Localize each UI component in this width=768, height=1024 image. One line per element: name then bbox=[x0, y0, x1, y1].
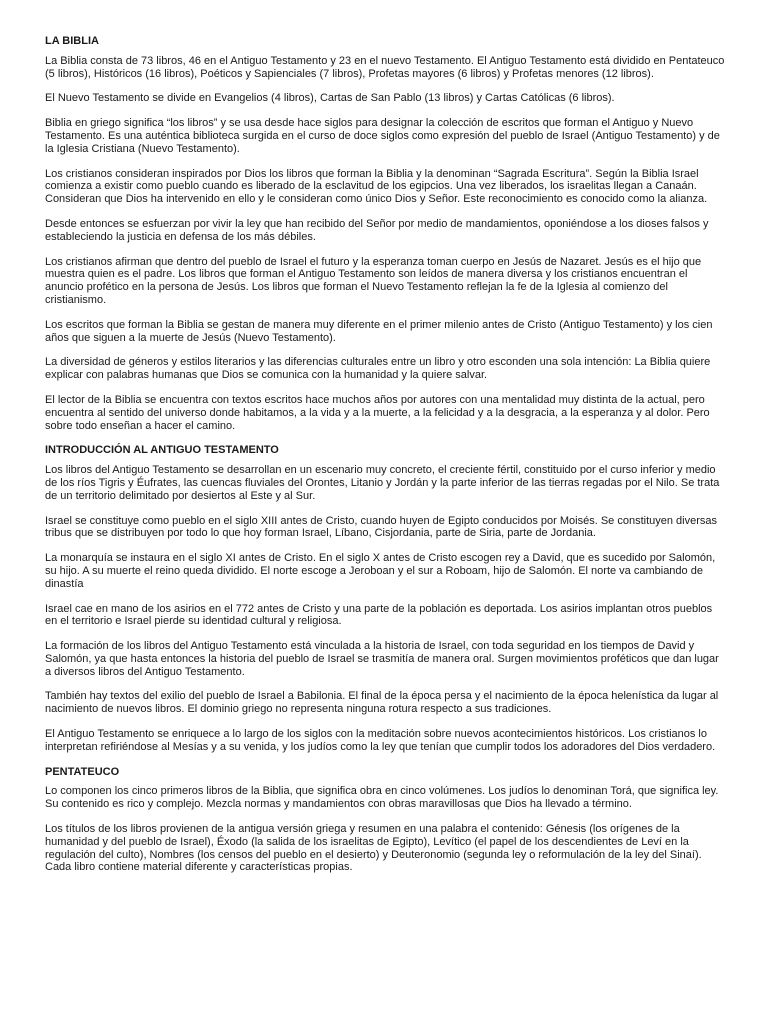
paragraph: También hay textos del exilio del pueblo de Israel a Babilonia. El final de la época persa y el nacimiento de la época helenística da lugar al nacimiento de nuevos libros. El dominio griego no representa ninguna rotura respecto a sus tradiciones. bbox=[45, 690, 719, 716]
paragraph: Desde entonces se esfuerzan por vivir la ley que han recibido del Señor por medio de mandamientos, oponiéndose a los dioses falsos y estableciendo la justicia en defensa de los más débiles. bbox=[45, 217, 709, 243]
section-heading-pentateuco: PENTATEUCO bbox=[45, 765, 120, 778]
paragraph: Biblia en griego significa “los libros” y se usa desde hace siglos para designar la colección de escritos que forman el Antiguo y Nuevo Testamento. Es una auténtica biblioteca surgida en el curso de doce siglos como expresión del pueblo de Israel (Antiguo Testamento) y de la Iglesia Cristiana (Nuevo Testamento). bbox=[45, 117, 720, 155]
paragraph: La Biblia consta de 73 libros, 46 en el Antiguo Testamento y 23 en el nuevo Testamento. El Antiguo Testamento está dividido en Pentateuco (5 libros), Históricos (16 libros), Poéticos y Sapienciales (7 libros), Profetas mayores (6 libros) y Profetas menores (12 libros). bbox=[45, 54, 725, 80]
paragraph: Israel cae en mano de los asirios en el 772 antes de Cristo y una parte de la población es deportada. Los asirios implantan otros pueblos en el territorio e Israel pierde su identidad cultural y religiosa. bbox=[45, 602, 713, 628]
paragraph: Los títulos de los libros provienen de la antigua versión griega y resumen en una palabra el contenido: Génesis (los orígenes de la humanidad y del pueblo de Israel), Éxodo (la salida de los israelitas de Egipto), Levítico (el papel de los descendientes de Leví en la regulación del culto), Nombres (los censos del pueblo en el desierto) y Deuteronomio (segunda ley o reformulación de la ley del Sinaí). Cada libro contiene material diferente y características propias. bbox=[45, 823, 702, 874]
section-heading-introduccion: INTRODUCCIÓN AL ANTIGUO TESTAMENTO bbox=[45, 444, 279, 457]
paragraph: El Antiguo Testamento se enriquece a lo largo de los siglos con la meditación sobre nuevos acontecimientos históricos. Los cristianos lo interpretan refiriéndose al Mesías y a su venida, y los judíos como la ley que tenían que cumplir todos los adoradores del Dios verdadero. bbox=[45, 728, 716, 753]
paragraph: Los libros del Antiguo Testamento se desarrollan en un escenario muy concreto, el creciente fértil, constituido por el curso inferior y medio de los ríos Tigris y Éufrates, las cuencas fluviales del Orontes, Litanio y Jordán y la parte inferior de las tierras regadas por el Nilo. Se trata de un territorio delimitado por desiertos al Este y al Sur. bbox=[45, 464, 720, 502]
paragraph: La monarquía se instaura en el siglo XI antes de Cristo. En el siglo X antes de Cristo escogen rey a David, que es sucedido por Salomón, su hijo. A su muerte el reino queda dividido. El norte escoge a Jeroboan y el sur a Roboam, hijo de Salomón. El norte va cambiando de dinastía bbox=[45, 552, 716, 590]
paragraph: Israel se constituye como pueblo en el siglo XIII antes de Cristo, cuando huyen de Egipto conducidos por Moisés. Se constituyen diversas tribus que se distribuyen por todo lo que hoy forman Israel, Líbano, Cisjordania, parte de Siria, parte de Jordania. bbox=[45, 514, 717, 540]
paragraph: Los cristianos afirman que dentro del pueblo de Israel el futuro y la esperanza toman cuerpo en Jesús de Nazaret. Jesús es el hijo que muestra quien es el padre. Los libros que forman el Antiguo Testamento son leídos de manera diversa y los cristianos encuentran el anuncio profético en la persona de Jesús. Los libros que forman el Nuevo Testamento reflejan la fe de la Iglesia al comienzo del cristianismo. bbox=[45, 255, 702, 306]
paragraph: Los cristianos consideran inspirados por Dios los libros que forman la Biblia y la denominan “Sagrada Escritura”. Según la Biblia Israel comienza a existir como pueblo cuando es liberado de la esclavitud de los egipcios. Una vez liberados, los israelitas llegan a Canaán. Consideran que Dios ha intervenido en ello y le consideran como único Dios y Señor. Este reconocimiento es conocido como la alianza. bbox=[45, 167, 708, 206]
section-heading-la-biblia: LA BIBLIA bbox=[45, 35, 99, 47]
paragraph: El Nuevo Testamento se divide en Evangelios (4 libros), Cartas de San Pablo (13 libros) y Cartas Católicas (6 libros). bbox=[45, 92, 615, 105]
paragraph: El lector de la Biblia se encuentra con textos escritos hace muchos años por autores con una mentalidad muy distinta de la actual, pero encuentra al sentido del universo donde habitamos, a la vida y a la muerte, a la felicidad y a la desgracia, a la esperanza y al dolor. Pero sobre todo enseñan a hacer el camino. bbox=[45, 393, 710, 432]
document-page bbox=[45, 35, 725, 874]
paragraph: La diversidad de géneros y estilos literarios y las diferencias culturales entre un libro y otro esconden una sola intención: La Biblia quiere explicar con palabras humanas que Dios se comunica con la humanidad y la quiere salvar. bbox=[45, 356, 711, 382]
paragraph: Lo componen los cinco primeros libros de la Biblia, que significa obra en cinco volúmenes. Los judíos lo denominan Torá, que significa ley. Su contenido es rico y complejo. Mezcla normas y mandamientos con obras maravillosas que Dios ha llevado a término. bbox=[45, 785, 719, 811]
paragraph: La formación de los libros del Antiguo Testamento está vinculada a la historia de Israel, con toda seguridad en los tiempos de David y Salomón, ya que hasta entonces la historia del pueblo de Israel se trasmitía de manera oral. Surgen movimientos proféticos que dan lugar a diversos libros del Antiguo Testamento. bbox=[45, 640, 719, 678]
paragraph: Los escritos que forman la Biblia se gestan de manera muy diferente en el primer milenio antes de Cristo (Antiguo Testamento) y los cien años que siguen a la muerte de Jesús (Nuevo Testamento). bbox=[45, 318, 713, 344]
